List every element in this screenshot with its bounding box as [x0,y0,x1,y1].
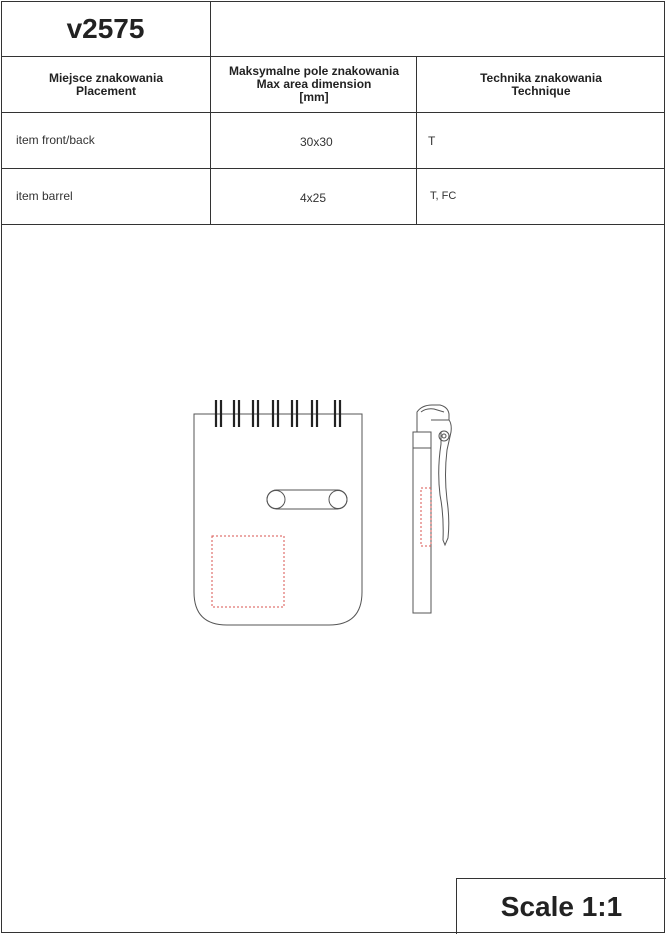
row-dimension: 30x30 [300,135,333,149]
header-placement-pl: Miejsce znakowania [48,70,164,85]
product-code: v2575 [1,1,211,57]
scale-label: Scale 1:1 [456,878,666,934]
row-technique: T, FC [430,190,457,202]
notebook-drawing-icon [194,400,362,625]
header-max-area-pl: Maksymalne pole znakowania [228,64,400,78]
header-technique-pl: Technika znakowania [480,70,602,85]
header-placement-en: Placement [75,83,137,98]
row-placement: item front/back [16,133,95,147]
header-technique-en: Technique [511,83,571,98]
header-max-area-en: Max area dimension [256,77,372,91]
pen-drawing-icon [413,405,451,613]
row-dimension: 4x25 [300,191,327,205]
header-max-area-unit: [mm] [299,90,329,104]
row-technique: T [428,134,436,148]
row-placement: item barrel [16,189,73,203]
